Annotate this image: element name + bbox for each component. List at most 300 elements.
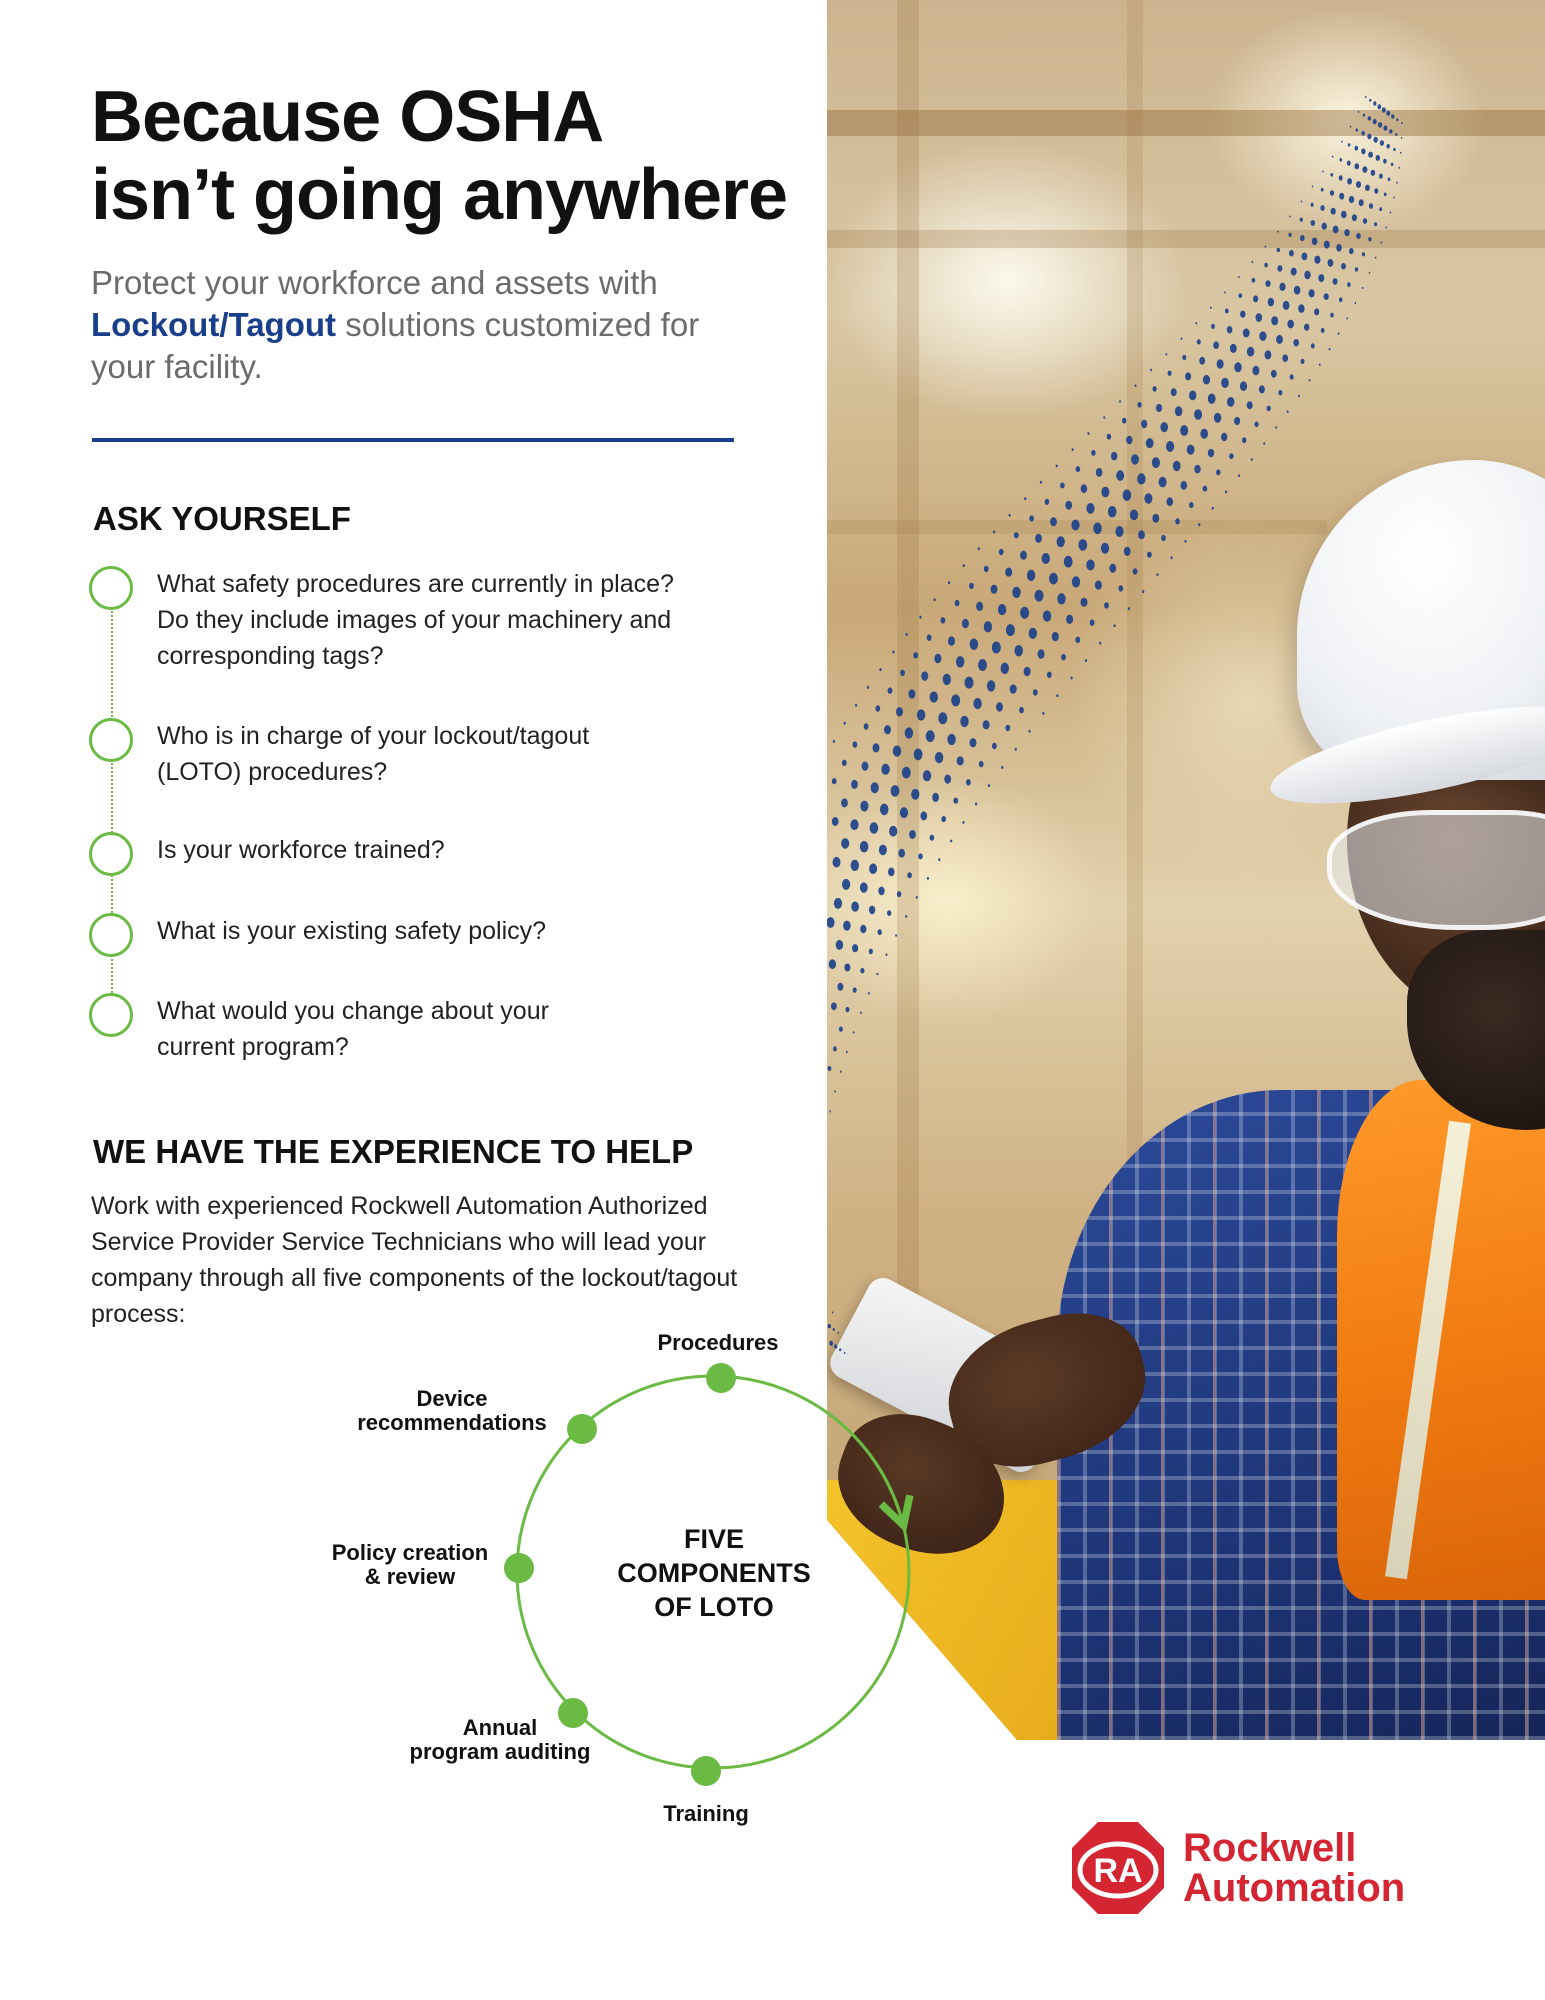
halftone-dot <box>1379 207 1382 211</box>
halftone-dot <box>879 845 887 856</box>
halftone-dot <box>1168 371 1172 376</box>
halftone-dot <box>1141 420 1147 428</box>
halftone-dot <box>851 902 859 912</box>
halftone-dot <box>873 743 880 752</box>
halftone-dot <box>837 983 843 991</box>
halftone-dot <box>888 868 895 877</box>
halftone-dot <box>926 730 935 742</box>
logo-mark-letters: RA <box>1093 1852 1143 1890</box>
brand-name-line-1: Rockwell <box>1183 1826 1357 1870</box>
halftone-dot <box>1180 425 1188 436</box>
halftone-dot <box>1227 326 1233 333</box>
halftone-dot <box>918 853 923 859</box>
halftone-dot <box>1252 278 1256 283</box>
halftone-dot <box>1368 237 1371 241</box>
label-auditing-line-2: program auditing <box>409 1739 591 1764</box>
halftone-dot <box>1271 370 1277 378</box>
halftone-dot <box>1278 390 1282 395</box>
halftone-dot <box>1076 466 1081 472</box>
halftone-dot <box>957 756 964 765</box>
halftone-dot <box>1175 406 1182 416</box>
halftone-dot <box>1035 590 1044 602</box>
halftone-dot <box>1101 487 1109 498</box>
halftone-dot <box>1355 267 1358 271</box>
halftone-dot <box>1087 432 1089 435</box>
halftone-dot <box>841 798 848 807</box>
halftone-dot <box>1130 510 1138 521</box>
halftone-dot <box>1045 499 1050 505</box>
halftone-dot <box>998 604 1006 615</box>
halftone-dot <box>1374 137 1378 143</box>
halftone-dot <box>1388 178 1391 182</box>
halftone-dot <box>1341 141 1343 143</box>
halftone-dot <box>884 725 891 734</box>
halftone-dot <box>962 619 969 628</box>
halftone-dot <box>932 793 939 802</box>
halftone-dot <box>1277 248 1280 252</box>
halftone-dot <box>905 727 913 738</box>
halftone-dot <box>1318 274 1324 282</box>
halftone-dot <box>907 872 912 878</box>
halftone-dot <box>941 816 946 822</box>
halftone-dot <box>1350 126 1352 128</box>
halftone-dot <box>1043 611 1051 622</box>
halftone-dot <box>1057 593 1065 604</box>
halftone-dot <box>840 1071 842 1073</box>
halftone-swirl <box>827 0 1545 1740</box>
halftone-dot <box>1265 350 1272 359</box>
halftone-dot <box>1224 291 1226 293</box>
halftone-dot <box>1332 156 1334 158</box>
circle-bullet-icon <box>89 566 133 610</box>
halftone-dot <box>1367 134 1371 140</box>
halftone-dot <box>1075 637 1080 643</box>
label-auditing-line-1: Annual <box>462 1715 538 1740</box>
halftone-dot <box>1181 338 1183 340</box>
halftone-dot <box>1386 111 1390 116</box>
halftone-dot <box>908 689 915 698</box>
halftone-dot <box>1314 256 1320 264</box>
halftone-dot <box>1384 125 1388 130</box>
halftone-dot <box>1001 766 1003 769</box>
halftone-dot <box>1384 193 1387 197</box>
halftone-dot <box>1330 173 1333 177</box>
halftone-dot <box>914 749 923 761</box>
halftone-dot <box>1052 632 1059 641</box>
halftone-dot <box>1024 667 1031 676</box>
halftone-dot <box>881 764 889 775</box>
halftone-dot <box>1012 587 1020 598</box>
experience-heading: WE HAVE THE EXPERIENCE TO HELP <box>93 1133 694 1170</box>
halftone-dot <box>836 940 843 950</box>
halftone-dot <box>917 709 925 720</box>
halftone-dot <box>1298 395 1300 398</box>
halftone-dot <box>1189 391 1196 401</box>
halftone-dot <box>1290 374 1294 379</box>
halftone-dot <box>853 741 858 747</box>
halftone-dot <box>916 896 918 899</box>
halftone-dot <box>1401 137 1403 139</box>
halftone-dot <box>991 585 998 594</box>
halftone-dot <box>1238 474 1240 477</box>
halftone-dot <box>1217 359 1224 368</box>
halftone-dot <box>1234 362 1241 372</box>
halftone-dot <box>1138 530 1145 539</box>
halftone-dot <box>1009 514 1011 517</box>
halftone-dot <box>1356 233 1361 239</box>
halftone-dot <box>963 564 965 567</box>
halftone-dot <box>1333 278 1338 285</box>
halftone-dot <box>987 680 995 691</box>
circle-bullet-icon <box>89 913 133 957</box>
halftone-dot <box>1363 218 1367 224</box>
halftone-dot <box>1277 231 1279 233</box>
halftone-dot <box>930 692 938 703</box>
halftone-dot <box>921 671 928 680</box>
halftone-dot <box>878 929 882 935</box>
halftone-dot <box>1294 286 1301 295</box>
halftone-dot <box>1247 347 1254 357</box>
halftone-dot <box>1133 568 1138 574</box>
halftone-dot <box>1118 585 1123 591</box>
halftone-dot <box>1071 520 1079 531</box>
halftone-dot <box>1330 313 1334 318</box>
halftone-dot <box>1347 161 1351 166</box>
subheading <box>91 262 731 388</box>
cycle-center-line-1: FIVE <box>683 1524 745 1554</box>
halftone-dot <box>909 830 916 839</box>
halftone-dot <box>871 782 879 793</box>
halftone-dot <box>833 857 841 868</box>
halftone-dot <box>906 633 908 636</box>
halftone-dot <box>851 780 858 789</box>
halftone-dot <box>1321 188 1324 192</box>
halftone-dot <box>1287 410 1289 413</box>
halftone-dot <box>1072 448 1074 451</box>
halftone-dot <box>827 917 835 928</box>
halftone-dot <box>879 668 881 671</box>
halftone-dot <box>860 801 868 812</box>
halftone-dot <box>878 887 884 896</box>
halftone-dot <box>1349 248 1354 254</box>
halftone-dot <box>1156 573 1158 576</box>
halftone-dot <box>970 738 977 747</box>
halftone-dot <box>1234 417 1240 425</box>
halftone-dot <box>1289 233 1292 237</box>
halftone-dot <box>1135 384 1137 387</box>
halftone-dot <box>891 785 900 797</box>
halftone-dot <box>1324 241 1330 249</box>
halftone-dot <box>1010 684 1017 693</box>
node-procedures <box>706 1363 736 1393</box>
halftone-dot <box>950 840 952 843</box>
circle-bullet-icon <box>89 718 133 762</box>
halftone-dot <box>1137 473 1145 484</box>
halftone-dot <box>1195 322 1197 324</box>
halftone-dot <box>966 779 971 785</box>
halftone-dot <box>951 694 960 706</box>
halftone-dot <box>1362 252 1365 256</box>
halftone-dot <box>1339 193 1344 200</box>
halftone-dot <box>875 705 880 711</box>
halftone-dot <box>953 798 958 804</box>
halftone-dot <box>1301 359 1305 364</box>
halftone-dot <box>1203 486 1208 492</box>
halftone-dot <box>1033 689 1038 695</box>
halftone-dot <box>1314 308 1319 315</box>
halftone-dot <box>886 953 888 956</box>
halftone-dot <box>1111 452 1117 461</box>
halftone-dot <box>844 964 850 972</box>
halftone-dot <box>1398 167 1400 169</box>
halftone-dot <box>1347 282 1350 287</box>
halftone-dot <box>1050 517 1057 526</box>
halftone-dot <box>834 1090 836 1092</box>
halftone-dot <box>1356 181 1361 188</box>
halftone-dot <box>1040 481 1042 484</box>
halftone-dot <box>913 652 918 658</box>
halftone-dot <box>1373 119 1377 124</box>
halftone-dot <box>1028 730 1030 733</box>
halftone-dot <box>869 906 875 915</box>
halftone-dot <box>1380 140 1384 146</box>
halftone-dot <box>1194 465 1200 474</box>
halftone-dot <box>1184 540 1186 543</box>
halftone-dot <box>1312 238 1318 246</box>
halftone-dot <box>860 1012 862 1014</box>
halftone-dot <box>935 752 943 763</box>
halftone-dot <box>1369 99 1371 102</box>
halftone-dot <box>1185 372 1191 380</box>
halftone-dot <box>1020 551 1027 560</box>
halftone-dot <box>1283 301 1290 310</box>
halftone-dot <box>1152 514 1159 523</box>
halftone-dot <box>1383 159 1387 164</box>
question-text: Is your workforce trained? <box>157 836 445 864</box>
halftone-dot <box>900 807 908 818</box>
halftone-dot <box>941 617 946 623</box>
halftone-dot <box>867 686 869 689</box>
halftone-dot <box>1359 199 1364 206</box>
halftone-dot <box>1381 242 1383 244</box>
halftone-dot <box>833 740 835 743</box>
halftone-dot <box>1038 649 1045 658</box>
halftone-dot <box>900 670 905 676</box>
halftone-dot <box>1298 304 1304 313</box>
title-line-2: isn’t going anywhere <box>91 155 788 235</box>
halftone-dot <box>1253 295 1258 302</box>
lockout-tagout-emphasis: Lockout/Tagout <box>91 306 337 343</box>
circle-bullet-icon <box>89 993 133 1037</box>
halftone-dot <box>1078 539 1087 551</box>
halftone-dot <box>1277 265 1282 272</box>
circle-bullet-icon <box>89 832 133 876</box>
halftone-dot <box>1029 628 1037 639</box>
halftone-dot <box>1116 470 1124 481</box>
halftone-dot <box>1336 244 1342 252</box>
halftone-dot <box>831 1002 837 1010</box>
halftone-dot <box>1103 416 1105 419</box>
halftone-dot <box>1251 458 1253 461</box>
halftone-dot <box>1341 263 1346 269</box>
halftone-dot <box>1362 287 1364 289</box>
halftone-dot <box>832 1312 834 1314</box>
halftone-dot <box>1355 163 1360 169</box>
halftone-dot <box>864 723 869 729</box>
halftone-dot <box>1167 497 1174 506</box>
halftone-dot <box>1356 128 1358 131</box>
halftone-dot <box>1329 348 1331 350</box>
halftone-dot <box>1024 497 1026 500</box>
halftone-dot <box>1107 434 1111 440</box>
halftone-dot <box>1146 438 1154 448</box>
halftone-dot <box>1153 386 1157 392</box>
halftone-dot <box>1243 328 1250 337</box>
halftone-dot <box>1346 317 1348 319</box>
halftone-dot <box>1211 324 1215 329</box>
halftone-dot <box>934 598 936 601</box>
halftone-dot <box>1344 229 1349 236</box>
halftone-dot <box>1109 564 1116 573</box>
halftone-dot <box>1393 197 1395 199</box>
halftone-dot <box>1064 556 1073 568</box>
halftone-dot <box>1194 409 1202 420</box>
halftone-dot <box>930 835 935 841</box>
halftone-dot <box>1029 515 1034 521</box>
halftone-dot <box>1159 477 1167 488</box>
halftone-dot <box>1210 307 1212 309</box>
halftone-dot <box>1166 353 1168 355</box>
halftone-dot <box>1042 553 1050 564</box>
halftone-dot <box>1086 560 1094 571</box>
halftone-dot <box>1252 261 1254 263</box>
halftone-dot <box>1173 461 1181 471</box>
halftone-dot <box>1150 369 1152 372</box>
halftone-dot <box>947 734 955 745</box>
halftone-dot <box>1114 624 1116 627</box>
halftone-dot <box>920 811 927 820</box>
halftone-dot <box>1311 203 1314 207</box>
halftone-dot <box>880 804 889 816</box>
halftone-dot <box>1309 379 1311 381</box>
halftone-dot <box>1225 309 1229 314</box>
halftone-dot <box>1322 171 1324 173</box>
halftone-dot <box>1400 152 1402 154</box>
halftone-dot <box>842 760 847 766</box>
node-policy-creation <box>504 1553 534 1583</box>
halftone-dot <box>833 1046 837 1051</box>
cycle-center-line-3: OF LOTO <box>654 1592 774 1622</box>
halftone-dot <box>978 547 980 550</box>
halftone-dot <box>1056 465 1058 468</box>
halftone-dot <box>853 1031 855 1033</box>
halftone-dot <box>923 770 931 781</box>
halftone-dot <box>1230 344 1237 353</box>
halftone-dot <box>1124 547 1131 556</box>
halftone-dot <box>853 987 857 992</box>
halftone-dot <box>834 1344 837 1348</box>
halftone-dot <box>1271 316 1278 325</box>
halftone-dot <box>1331 208 1336 215</box>
halftone-dot <box>1061 654 1066 660</box>
label-policy-line-2: & review <box>364 1564 456 1589</box>
halftone-dot <box>1161 535 1166 541</box>
halftone-dot <box>1256 313 1263 322</box>
halftone-dot <box>1379 174 1383 179</box>
halftone-dot <box>1328 259 1334 267</box>
halftone-dot <box>1255 422 1259 428</box>
halftone-dot <box>1137 402 1141 408</box>
halftone-dot <box>1166 441 1174 452</box>
halftone-dot <box>1282 354 1288 362</box>
halftone-dot <box>1268 298 1274 307</box>
halftone-dot <box>1358 111 1360 113</box>
halftone-dot <box>850 819 858 830</box>
halftone-dot <box>1362 166 1367 173</box>
halftone-dot <box>828 1324 831 1328</box>
halftone-dot <box>1382 107 1386 112</box>
halftone-dot <box>1187 445 1195 455</box>
halftone-dot <box>1071 677 1073 680</box>
halftone-dot <box>1338 333 1340 335</box>
halftone-dot <box>1240 311 1245 318</box>
halftone-dot <box>927 635 932 641</box>
halftone-dot <box>1005 725 1010 731</box>
halftone-dot <box>1108 506 1117 517</box>
halftone-dot <box>846 1007 850 1012</box>
halftone-dot <box>1396 182 1398 184</box>
halftone-dot <box>1144 493 1152 504</box>
halftone-dot <box>1214 413 1221 423</box>
halftone-dot <box>1086 503 1094 514</box>
halftone-dot <box>1015 748 1017 751</box>
halftone-dot <box>1099 642 1101 645</box>
halftone-dot <box>841 838 849 849</box>
halftone-dot <box>960 716 968 727</box>
halftone-dot <box>1060 483 1065 489</box>
halftone-dot <box>983 720 990 729</box>
halftone-dot <box>1182 355 1186 360</box>
subheading-end: solutions customized for your facility. <box>91 306 700 385</box>
halftone-dot <box>1049 573 1058 585</box>
halftone-dot <box>905 915 907 918</box>
hero-photo <box>827 0 1545 1740</box>
halftone-dot <box>1368 116 1371 120</box>
halftone-dot <box>1247 401 1253 409</box>
halftone-dot <box>1152 457 1160 468</box>
halftone-dot <box>1279 283 1285 291</box>
halftone-dot <box>1160 422 1168 432</box>
halftone-dot <box>829 1110 831 1112</box>
halftone-dot <box>842 879 850 890</box>
halftone-dot <box>911 789 919 800</box>
halftone-dot <box>943 674 951 685</box>
halftone-dot <box>860 968 864 974</box>
halftone-dot <box>934 654 941 663</box>
halftone-dot <box>1104 602 1109 608</box>
halftone-dot <box>1369 272 1371 274</box>
halftone-dot <box>1401 122 1403 124</box>
halftone-dot <box>896 707 903 716</box>
halftone-dot <box>993 530 995 533</box>
halftone-dot <box>919 616 921 619</box>
halftone-dot <box>1393 148 1395 151</box>
experience-body: Work with experienced Rockwell Automation Authorized Service Provider Service Technicians who will lead your company through all five components of the lockout/tagout process: <box>91 1192 738 1328</box>
halftone-dot <box>1304 271 1310 280</box>
halftone-dot <box>1302 253 1308 261</box>
halftone-dot <box>1189 502 1194 508</box>
halftone-dot <box>1156 404 1162 412</box>
